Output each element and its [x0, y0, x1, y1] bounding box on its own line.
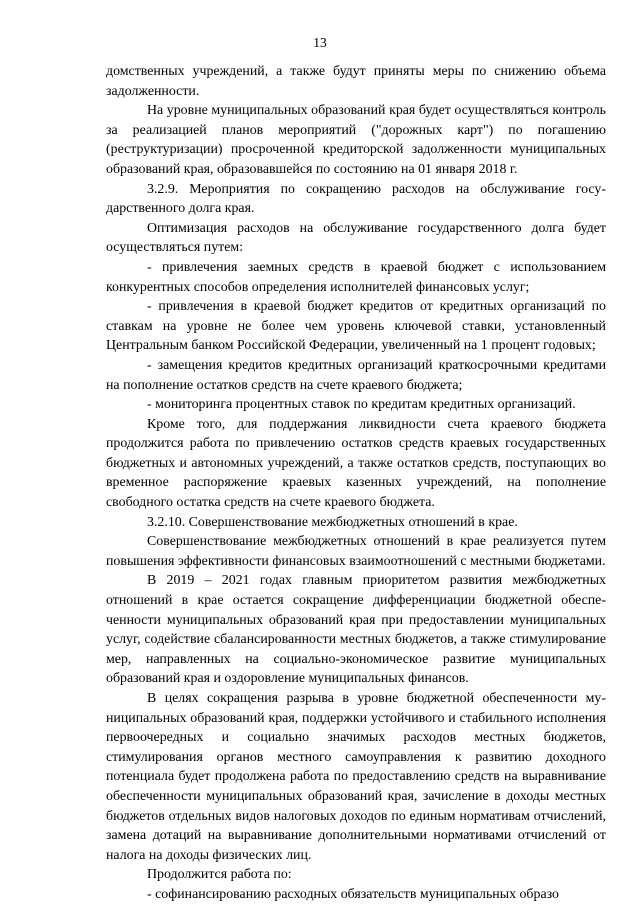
list-item: - привлечения в краевой бюджет кредитов от кредитных организаций по ставкам на уровне не более чем уровень ключевой ставки, установленный Центральным банком Российской Федерации, увеличенный на 1 процент годовых; [106, 299, 606, 354]
paragraph-4: Оптимизация расходов на обслуживание государственного долга будет осуществляться путем: [106, 220, 606, 256]
paragraph-9: Кроме того, для поддержания ликвидности счета краевого бюджета продолжится работа по привлечению остатков средств краевых государственных бюджетных и автономных учреждений, а также остатков средств, поступающих во временное распоряжение краевых казенных учреждений, на пополнение свободного остатка средств на счете краевого бюджета. [106, 416, 606, 511]
paragraph-2: На уровне муниципальных образований края будет осуществляться контроль за реализацией планов мероприятий ("дорожных карт") по погашению (реструктуризации) просроченной кредиторской задолженности муниципальных образований края, образовавшейся по состоянию на 01 января 2018 г. [106, 103, 606, 177]
paragraph-14: Продолжится работа по: [147, 867, 292, 883]
document-body [106, 62, 606, 905]
paragraph-1: домственных учреждений, а также будут приняты меры по снижению объема задолженности. [106, 64, 606, 99]
list-item: - мониторинга процентных ставок по кредитам кредитных организаций. [147, 397, 576, 413]
list-item: - привлечения заемных средств в краевой бюджет с использованием конкурентных способов определения исполнителей финансовых услуг; [106, 259, 606, 295]
section-heading-3-2-9: 3.2.9. Мероприятия по сокращению расходов на обслуживание государственного долга края. [106, 181, 606, 217]
paragraph-11: Совершенствование межбюджетных отношений в крае реализуется путем повышения эффективности финансовых взаимоотношений с местными бюджетами. [106, 534, 606, 569]
section-heading-3-2-10: 3.2.10. Совершенствование межбюджетных отношений в крае. [147, 514, 518, 530]
list-item: - софинансированию расходных обязательств муниципальных образо [147, 886, 559, 902]
paragraph-13: В целях сокращения разрыва в уровне бюджетной обеспеченности муниципальных образований края, поддержки устойчивого и стабильного исполнения первоочередных и социально значимых расходов местных бюджетов, стимулирования органов местного самоуправления к развитию доходного потенциала будет продолжена работа по предоставлению средств на выравнивание обеспеченности муниципальных образований края, зачисление в доходы местных бюджетов отдельных видов налоговых доходов по единым нормативам отчислений, замена дотаций на выравнивание дополнительными нормативами отчислений от налога на доходы физических лиц. [106, 691, 606, 863]
list-item: - замещения кредитов кредитных организаций краткосрочными кредитами на пополнение остатков средств на счете краевого бюджета; [106, 357, 606, 393]
page-number: 13 [313, 35, 327, 50]
paragraph-12: В 2019 – 2021 годах главным приоритетом развития межбюджетных отношений в крае остается сокращение дифференциации бюджетной обеспеченности муниципальных образований края при предоставлении муниципальных услуг, содействие сбалансированности местных бюджетов, а также стимулирование мер, направленных на социально-экономическое развитие муниципальных образований края и оздоровление муниципальных финансов. [106, 573, 606, 687]
